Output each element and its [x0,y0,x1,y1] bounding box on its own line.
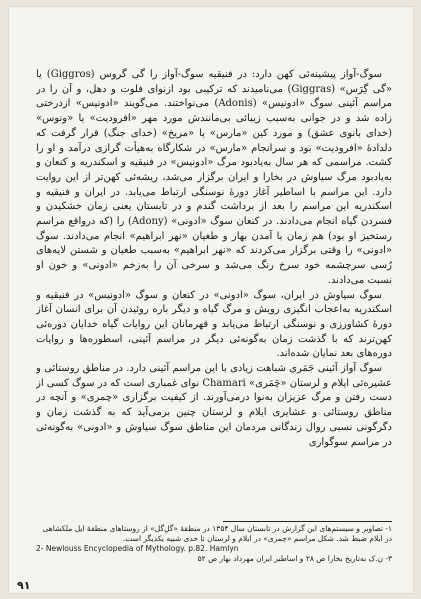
body-text [36,68,392,518]
page-number: ۹۱ [17,579,31,592]
paragraph-1: سوگ-آواز پیشینه‌ئی کهن دارد: در فنیقیه سوگ-آواز را گی گروس (Giggros) یا «گی گِرَس» (Giggras) می‌نامیدند که ترکیبی بود ازنوای فلوت و دهل، و آن را در مراسم آئینی سوگ «ادونیس» (Adonis) می‌نواختند. می‌گویند «ادونیس» ازدرختی زاده شد و در جوانی به‌سبب زیبائی بی‌مانندش مورد مهر «افرودیت» یا «ونوس» (خدای بانوی عشق) و مورد کین «مارس» یا «مریخ» (خدای جنگ) قرار گرفت که دلدادهٔ «افرودیت» بود و سرانجام «مارس» در شکارگاه به‌هیأت گرازی درآمد و او را کشت. مراسمی که هر سال به‌یادبود مرگ «ادونیس» در فنیقیه و اسکندریه و کنعان و به‌یادبود مرگ سیاوش در بخارا و ایران برگزار می‌شد، ریشه‌ئی کهن‌تر از این روایت دارد. این مراسم با اساطیر آغاز دورهٔ نوسنگی ارتباط می‌یابد. در ایران و فنیقیه و اسکندریه این مراسم را بعد از برداشت گندم و در تابستان یعنی زمان خشکیدن و فسردن گیاه انجام می‌دادند. در کنعان سوگ «ادونی» (Adony) را (که درواقع مراسم رستخیز او بود) هم زمان با آمدن بهار و طغیان «نهر ابراهیم» انجام می‌دادند. سوگ «ادونی» را وقتی برگزار می‌کردند که «نهر ابراهیم» به‌سبب طغیان و شستن لایه‌های رُسی سرچشمه خود سرخ رنگ می‌شد و سرخی آن را به‌زخم «ادونی» و خون او نسبت می‌دادند. [36,69,392,286]
footnote-divider [223,521,392,522]
footnote-2: 2- Newlouss Encyclopedia of Mythology. p.82. Hamlyn [36,544,239,553]
paragraph-2: سوگ سیاوش در ایران، سوگ «ادونی» در کنعان و سوگ «ادونیس» در فنیقیه و اسکندریه به‌اعجاب انگیزی رویش و مرگ گیاه و دیگر باره روئیدن آن برای انسان آغاز دورهٔ کشاورزی و نوسنگی ارتباط می‌یابد و قهرمانان این روایات گیاه خدایان دوره‌ئی کهن‌ترند که با گذشت زمان به‌گونه‌ئی دیگر در مراسم آئینی، اسطوره‌ها و روایات دوره‌های بعد نمایان شده‌اند. [36,289,392,360]
document-page [9,7,413,593]
footnote-1: ۱- تصاویر و سیستم‌های این گزارش در تابستان سال ۱۳۵۴ در منطقهٔ «گلِ‌گل» از روستاهای منطقهٔ ایل ملکشاهی در ایلام ضبط شد. شکل مراسم «چمری» در ایلام و لرستان تا حدی شبیه یکدیگر است. [42,524,392,543]
footnotes [36,524,392,564]
footnote-3: ۳- ن.ک به‌تاریخ بخارا ص ۲۸ و اساطیر ایران مهرداد بهار ص ۵۲ [197,554,392,563]
paragraph-3: سوگ آواز آئینی جَمَری شباهت زیادی با این مراسم آئینی دارد. در مناطق روستائی و عشیره‌ئی ایلام و لرستان «چَمَری» Chamari نوای غمباری است که در سوگ کسی از دست رفتن و مرگ عزیزان به‌نوا درمی‌آورند. از کیفیت برگزاری «چمری» و آنچه در مناطق روستائی و عشایری ایلام و لرستان چنین برمی‌آید که به گذشت زمان و دگرگونی نسبی روال زندگانی مردمان این مناطق سوگ سیاوش و «ادونی» به‌گونه‌ئی در مراسم سوگواری [36,363,392,448]
